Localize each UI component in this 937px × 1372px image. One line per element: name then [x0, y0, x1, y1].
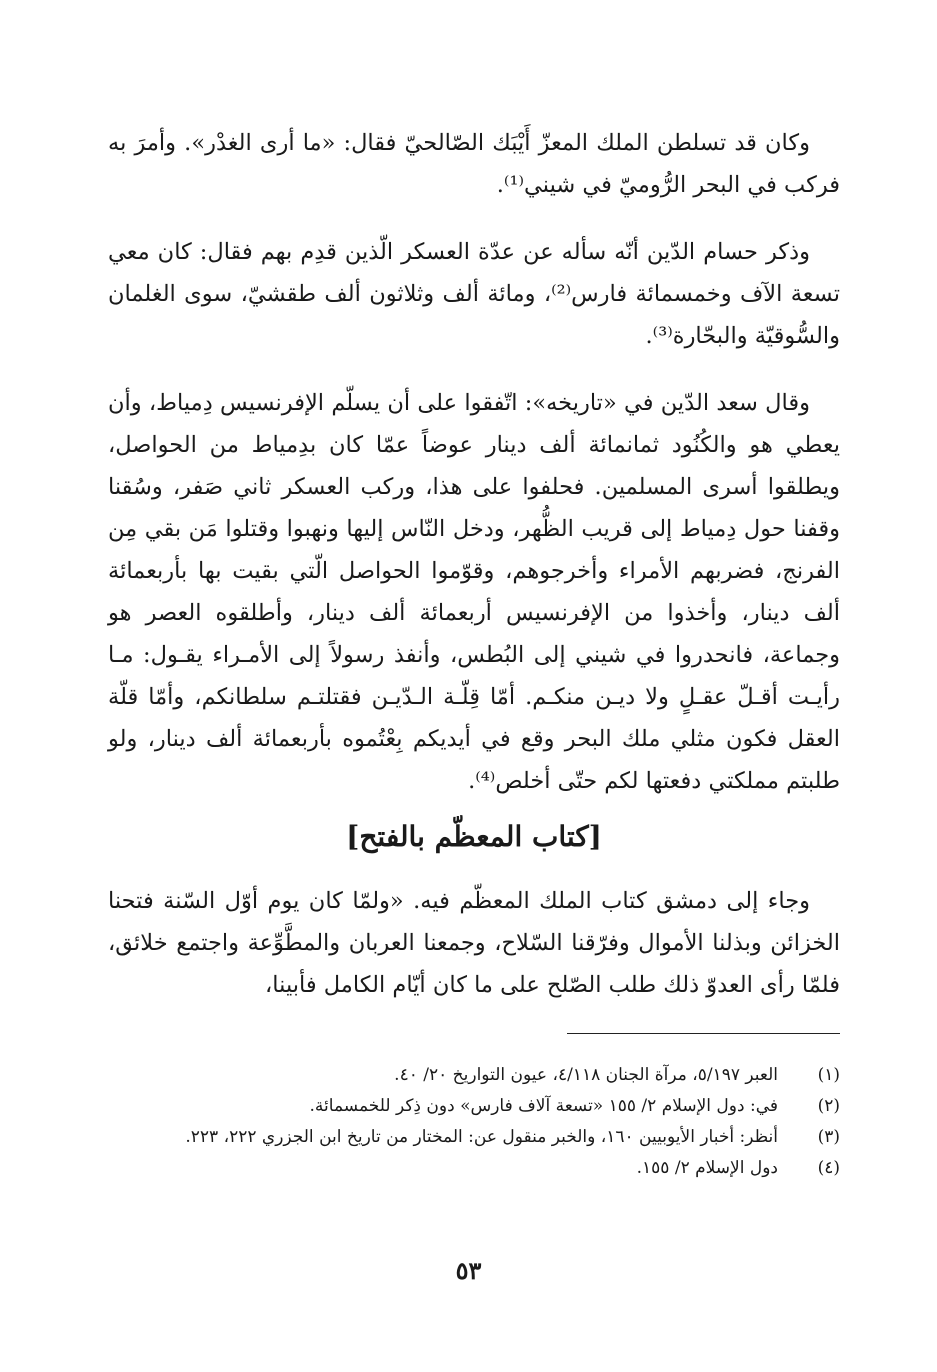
footnote-text: أنظر: أخبار الأيوبيين ١٦٠، والخبر منقول عن: المختار من تاريخ ابن الجزري ٢٢٢، ٢٢٣.: [185, 1127, 778, 1147]
footnote-text: دول الإسلام ٢/ ١٥٥.: [636, 1158, 778, 1178]
footnote-number: (٣): [817, 1127, 840, 1147]
paragraph-muazzam-letter: [108, 880, 840, 1006]
paragraph-text: وكان قد تسلطن الملك المعزّ أَيْبَك الصّالحيّ فقال: «ما أرى الغدْر». وأمرَ به فركب في البحر الرُّوميّ في شيني⁽¹⁾.: [108, 130, 840, 198]
footnote-number: (٢): [817, 1096, 840, 1116]
section-heading: [كتاب المعظّم بالفتح]: [346, 820, 602, 853]
paragraph-text: وقال سعد الدّين في «تاريخه»: اتّفقوا على أن يسلّم الإفرنسيس دِمياط، وأن يعطي هو والكُنُود ثمانمائة ألف دينار عوضاً عمّا كان بدِمياط من الحواصل، ويطلقوا أسرى المسلمين. فحلفوا على هذا، وركب العسكر ثاني صَفر، وسُقنا وقفنا حول دِمياط إلى قريب الظُّهر، ودخل النّاس إليها ونهبوا وقتلوا مَن بقي مِن الفرنج، فضربهم الأمراء وأخرجوهم، وقوّموا الحواصل الّتي بقيت بها بأربعمائة ألف دينار، وأخذوا من الإفرنسيس أربعمائة ألف دينار، وأطلقوه العصر هو وجماعة، فانحدروا في شيني إلى البُطس، وأنفذ رسولاً إلى الأمـراء يقـول: مـا رأيـت أقـلّ عقـلٍ ولا ديـن منكـم. أمّا قِلّـة الـدّيـن فقتلتـم سلطانكم، وأمّا قلّة العقل فكون مثلي ملك البحر وقع في أيديكم بِعْتُموه بأربعمائة ألف دينار، ولو طلبتم مملكتي دفعتها لكم حتّى أخلص⁽⁴⁾.: [108, 390, 840, 794]
footnote-divider: [567, 1033, 840, 1034]
footnotes-list: [108, 1060, 840, 1184]
footnote-item: [108, 1122, 840, 1153]
footnote-text: العبر ٥/١٩٧، مرآة الجنان ٤/١١٨، عيون التواريخ ٢٠/ ٤٠.: [394, 1065, 778, 1085]
paragraph-damietta: [108, 382, 840, 802]
footnote-number: (٤): [817, 1158, 840, 1178]
paragraph-aybak: [108, 122, 840, 206]
paragraph-army-count: [108, 231, 840, 357]
paragraph-text: وذكر حسام الدّين أنّه سأله عن عدّة العسكر الّذين قدِم بهم فقال: كان معي تسعة الآف وخمسمائة فارس⁽²⁾، ومائة ألف وثلاثون ألف طقشيّ، سوى الغلمان والسُّوقيّة والبحّارة⁽³⁾.: [108, 239, 840, 349]
footnote-item: [108, 1153, 840, 1184]
page-number: ٥٣: [455, 1256, 482, 1285]
paragraph-text: وجاء إلى دمشق كتاب الملك المعظّم فيه. «ولمّا كان يوم أوّل السّنة فتحنا الخزائن وبذلنا الأموال وفرّقنا السّلاح، وجمعنا العربان والمطَّوِّعة واجتمع خلائق، فلمّا رأى العدوّ ذلك طلب الصّلح على ما كان أيّام الكامل فأبينا،: [108, 888, 840, 998]
footnote-number: (١): [817, 1065, 840, 1085]
footnote-text: في: دول الإسلام ٢/ ١٥٥ «تسعة آلاف فارس» دون ذِكر للخمسمائة.: [309, 1096, 778, 1116]
footnote-item: [108, 1060, 840, 1091]
footnote-item: [108, 1091, 840, 1122]
